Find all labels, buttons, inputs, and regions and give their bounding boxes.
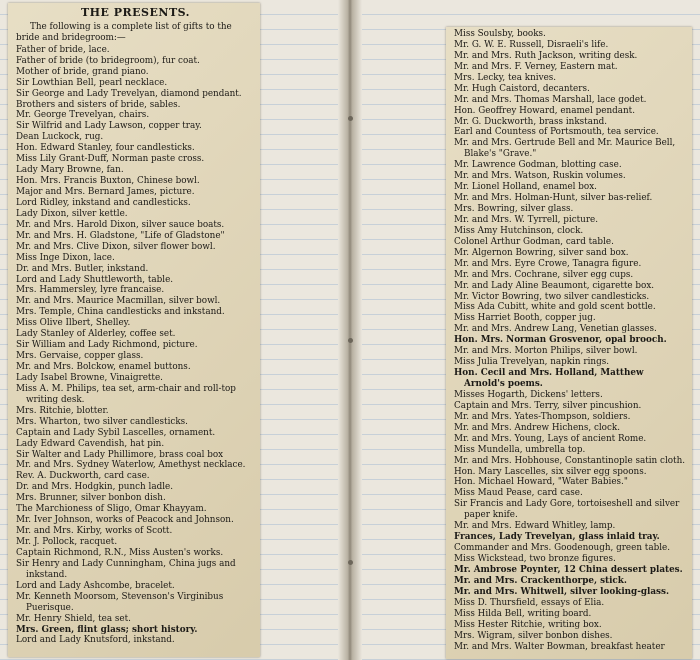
gift-entry: Mr. and Mrs. Whitwell, silver looking-glass. (454, 586, 670, 597)
gift-entry: Hon. Mary Lascelles, six silver egg spoons. (454, 466, 647, 477)
gift-entry: Hon. Geoffrey Howard, enamel pendant. (454, 105, 636, 116)
gift-entry: Colonel Arthur Godman, card table. (454, 236, 614, 247)
gift-entry: Lord and Lady Ashcombe, bracelet. (16, 580, 175, 591)
gift-entry: Mr. and Mrs. Cochrane, silver egg cups. (454, 269, 634, 280)
gift-entry: Mother of bride, grand piano. (16, 66, 149, 77)
gift-entry: Lady Stanley of Alderley, coffee set. (16, 329, 176, 340)
gift-entry: Dr. and Mrs. Hodgkin, punch ladle. (16, 482, 174, 493)
left-newspaper-clipping (8, 3, 260, 657)
gift-entry: Mrs. Hammersley, lyre francaise. (16, 285, 165, 296)
gift-entry: Father of bride, lace. (16, 44, 110, 55)
gift-entry: Mr. and Mrs. H. Gladstone, "Life of Gladstone" (16, 230, 225, 241)
gift-entry: Lady Isabel Browne, Vinaigrette. (16, 372, 163, 383)
gift-entry: Mrs. Wharton, two silver candlesticks. (16, 416, 188, 427)
gift-entry: Sir Walter and Lady Phillimore, brass coal box (16, 449, 224, 460)
gift-entry: Hon. Michael Howard, "Water Babies." (454, 477, 628, 488)
gift-entry: Miss Lily Grant-Duff, Norman paste cross. (16, 154, 205, 165)
gift-entry: Hon. Edward Stanley, four candlesticks. (16, 143, 195, 154)
gift-entry: Frances, Lady Trevelyan, glass inlaid tray. (454, 532, 660, 543)
gift-entry: Father of bride (to bridegroom), fur coat. (16, 55, 200, 66)
gift-entry: Mr. and Mrs. Holman-Hunt, silver bas-relief. (454, 193, 653, 204)
gift-entry: The Marchioness of Sligo, Omar Khayyam. (16, 504, 207, 515)
gift-entry: Mr. and Mrs. Edward Whitley, lamp. (454, 521, 616, 532)
gift-entry: Mrs. Green, flint glass; short history. (16, 624, 198, 635)
gift-entry: Miss Mundella, umbrella top. (454, 444, 586, 455)
gift-entry: Mr. Henry Shield, tea set. (16, 613, 131, 624)
gift-list-right (454, 29, 687, 652)
gift-entry: Mr. Ambrose Poynter, 12 China dessert plates. (454, 564, 683, 575)
right-newspaper-clipping (446, 27, 692, 659)
clipping-intro: The following is a complete list of gifts to the bride and bridegroom:— (16, 21, 232, 43)
gift-entry: Rev. A. Duckworth, card case. (16, 471, 150, 482)
gift-entry: Mr. and Mrs. Hobhouse, Constantinople satin cloth. (454, 455, 686, 466)
gift-entry: Mr. George Trevelyan, chairs. (16, 110, 150, 121)
gift-entry: Mr. G. W. E. Russell, Disraeli's life. (454, 39, 609, 50)
gift-entry: Miss Hester Ritchie, writing box. (454, 619, 602, 630)
gift-entry: Mr. and Mrs. Walter Bowman, breakfast heater (454, 641, 665, 652)
gift-entry: Lady Mary Browne, fan. (16, 165, 124, 176)
gift-entry: Captain and Mrs. Terry, silver pincushion. (454, 400, 642, 411)
gift-entry: Sir Francis and Lady Gore, tortoiseshell and silver paper knife. (454, 499, 680, 521)
gift-entry: Miss Harriet Booth, copper jug. (454, 313, 596, 324)
gift-entry: Miss D. Thursfield, essays of Elia. (454, 597, 605, 608)
gift-entry: Mr. and Mrs. Harold Dixon, silver sauce boats. (16, 219, 225, 230)
gift-list-left (16, 45, 255, 647)
gift-entry: Mr. and Mrs. Yates-Thompson, soldiers. (454, 411, 631, 422)
gift-entry: Mr. and Mrs. F. Verney, Eastern mat. (454, 61, 618, 72)
gift-entry: Mr. and Lady Aline Beaumont, cigarette box. (454, 280, 655, 291)
gift-entry: Brothers and sisters of bride, sables. (16, 99, 181, 110)
binding-stitch-hole (348, 560, 353, 565)
gift-entry: Miss A. M. Philips, tea set, arm-chair and roll-top writing desk. (16, 383, 236, 405)
gift-entry: Captain and Lady Sybil Lascelles, ornament. (16, 427, 216, 438)
gift-entry: Hon. Cecil and Mrs. Holland, Matthew Arnold's poems. (454, 368, 644, 389)
gift-entry: Mr. and Mrs. Thomas Marshall, lace godet. (454, 94, 647, 105)
gift-entry: Mrs. Brunner, silver bonbon dish. (16, 493, 166, 504)
gift-entry: Lord Ridley, inkstand and candlesticks. (16, 197, 191, 208)
binding-stitch-hole (348, 116, 353, 121)
gift-entry: Mr. and Mrs. W. Tyrrell, picture. (454, 214, 599, 225)
gift-entry: Miss Amy Hutchinson, clock. (454, 225, 584, 236)
gift-entry: Dr. and Mrs. Butler, inkstand. (16, 263, 149, 274)
gift-entry: Misses Hogarth, Dickens' letters. (454, 389, 603, 400)
gift-entry: Sir Wilfrid and Lady Lawson, copper tray. (16, 121, 202, 132)
gift-entry: Captain Richmond, R.N., Miss Austen's works. (16, 547, 224, 558)
gift-entry: Lady Dixon, silver kettle. (16, 208, 128, 219)
gift-entry: Sir Henry and Lady Cunningham, China jugs and inkstand. (16, 558, 236, 580)
gift-entry: Sir Lowthian Bell, pearl necklace. (16, 77, 168, 88)
gift-entry: Major and Mrs. Bernard James, picture. (16, 187, 195, 197)
gift-entry: Mrs. Ritchie, blotter. (16, 405, 109, 416)
gift-entry: Miss Julia Trevelyan, napkin rings. (454, 357, 610, 368)
gift-entry: Lord and Lady Knutsford, inkstand. (16, 635, 175, 646)
gift-entry: Sir William and Lady Richmond, picture. (16, 340, 198, 351)
gift-entry: Lady Edward Cavendish, hat pin. (16, 438, 165, 449)
gift-entry: Sir George and Lady Trevelyan, diamond pendant. (16, 88, 242, 99)
gift-entry: Mr. Algernon Bowring, silver sand box. (454, 247, 629, 258)
gift-entry: Mr. and Mrs. Ruth Jackson, writing desk. (454, 50, 638, 61)
gift-entry: Mr. and Mrs. Gertrude Bell and Mr. Maurice Bell, Blake's "Grave." (454, 138, 676, 160)
gift-entry: Mr. Iver Johnson, works of Peacock and Johnson. (16, 515, 234, 526)
gift-entry: Hon. Mrs. Norman Grosvenor, opal brooch. (454, 335, 667, 346)
gift-entry: Mrs. Wigram, silver bonbon dishes. (454, 630, 613, 641)
gift-entry: Mrs. Gervaise, copper glass. (16, 351, 144, 362)
gift-entry: Mr. and Mrs. Young, Lays of ancient Rome. (454, 433, 647, 444)
gift-entry: Miss Wickstead, two bronze figures. (454, 554, 616, 564)
gift-entry: Miss Soulsby, books. (454, 29, 546, 39)
gift-entry: Miss Olive Ilbert, Shelley. (16, 318, 131, 329)
binding-stitch-hole (348, 338, 353, 343)
gift-entry: Mr. and Mrs. Clive Dixon, silver flower bowl. (16, 241, 216, 252)
gift-entry: Lord and Lady Shuttleworth, table. (16, 274, 174, 285)
gift-entry: Mr. Hugh Caistord, decanters. (454, 83, 590, 94)
gift-entry: Mr. Lionel Holland, enamel box. (454, 182, 597, 193)
gift-entry: Mr. and Mrs. Watson, Ruskin volumes. (454, 171, 626, 182)
gift-entry: Miss Maud Pease, card case. (454, 488, 583, 499)
gift-entry: Dean Luckock, rug. (16, 132, 104, 143)
gift-entry: Earl and Countess of Portsmouth, tea service. (454, 127, 659, 138)
gift-entry: Miss Ada Cubitt, white and gold scent bottle. (454, 302, 656, 313)
gift-entry: Mr. and Mrs. Bolckow, enamel buttons. (16, 362, 191, 372)
gift-entry: Commander and Mrs. Goodenough, green table. (454, 543, 671, 554)
gift-entry: Mr. and Mrs. Crackenthorpe, stick. (454, 575, 627, 586)
gift-entry: Mr. and Mrs. Maurice Macmillan, silver bowl. (16, 296, 221, 307)
gift-entry: Mrs. Bowring, silver glass. (454, 204, 574, 214)
gift-entry: Mr. G. Duckworth, brass inkstand. (454, 116, 608, 127)
gift-entry: Mr. and Mrs. Sydney Waterlow, Amethyst necklace. (16, 460, 246, 471)
gift-entry: Mr. Kenneth Moorsom, Stevenson's Virginibus Puerisque. (16, 591, 224, 613)
gift-entry: Mr. and Mrs. Morton Philips, silver bowl. (454, 346, 638, 357)
gift-entry: Mrs. Temple, China candlesticks and inkstand. (16, 307, 225, 318)
gift-entry: Mrs. Lecky, tea knives. (454, 72, 557, 83)
gift-entry: Mr. and Mrs. Andrew Hichens, clock. (454, 422, 621, 433)
gift-entry: Mr. and Mrs. Eyre Crowe, Tanagra figure. (454, 258, 642, 269)
gift-entry: Mr. Lawrence Godman, blotting case. (454, 160, 622, 171)
gift-entry: Miss Hilda Bell, writing board. (454, 608, 592, 619)
gift-entry: Mr. J. Pollock, racquet. (16, 537, 118, 547)
gift-entry: Mr. Victor Bowring, two silver candlesticks. (454, 291, 650, 302)
gift-entry: Mr. and Mrs. Andrew Lang, Venetian glasses. (454, 324, 657, 335)
gift-entry: Hon. Mrs. Francis Buxton, Chinese bowl. (16, 176, 200, 187)
clipping-heading: THE PRESENTS. (80, 6, 191, 19)
gift-entry: Mr. and Mrs. Kirby, works of Scott. (16, 526, 173, 537)
gift-entry: Miss Inge Dixon, lace. (16, 252, 115, 263)
